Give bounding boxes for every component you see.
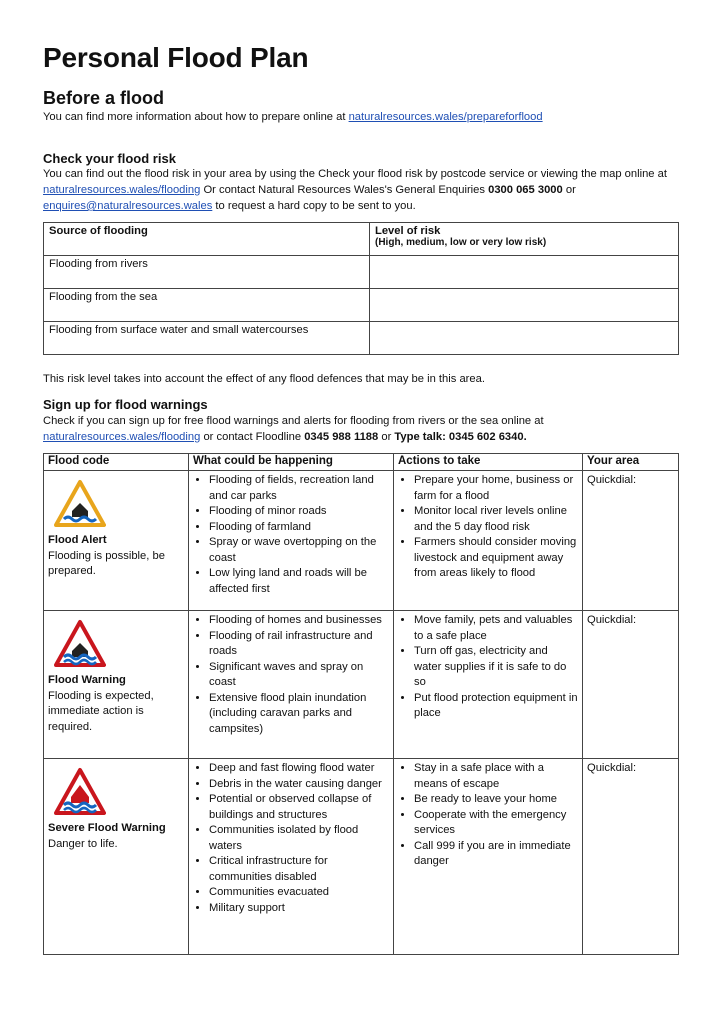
risk-level-cell[interactable] [370,256,679,289]
list-item: • Communities isolated by flood waters [209,823,389,854]
risk-col-level: Level of risk (High, medium, low or very low risk) [370,223,679,256]
flood-code-cell [44,759,189,955]
before-heading: Before a flood [43,88,165,108]
actions-cell [394,471,583,611]
table-row [44,611,679,759]
code-title: Flood Warning [48,674,126,686]
code-description: Flooding is possible, be prepared. [48,549,165,577]
warnings-table [43,453,679,955]
risk-source-cell: Flooding from rivers [44,256,370,289]
list-item: • Flooding of minor roads [209,504,389,520]
check-heading: Check your flood risk [43,151,176,166]
list-item: • Low lying land and roads will be affected first [209,566,389,597]
code-description: Flooding is expected, immediate action is required. [48,689,154,733]
list-item: • Critical infrastructure for communities disabled [209,854,389,885]
list-item: • Debris in the water causing danger [209,777,389,793]
risk-source-cell: Flooding from the sea [44,289,370,322]
page-title: Personal Flood Plan [43,42,309,73]
risk-table [43,222,679,355]
flood-warning-icon [54,619,106,669]
table-row [44,256,679,289]
your-area-cell[interactable]: Quickdial: [583,611,679,759]
severe-flood-warning-icon [54,767,106,817]
list-item: • Call 999 if you are in immediate danger [414,839,578,870]
list-item: • Extensive flood plain inundation (including caravan parks and campsites) [209,691,389,738]
code-title: Severe Flood Warning [48,822,166,834]
list-item: • Put flood protection equipment in place [414,691,578,722]
table-row [44,322,679,355]
list-item: • Flooding of fields, recreation land and car parks [209,473,389,504]
list-item: • Flooding of farmland [209,520,389,536]
list-item: • Flooding of rail infrastructure and roads [209,629,389,660]
table-row [44,759,679,955]
risk-level-cell[interactable] [370,289,679,322]
list-item: • Turn off gas, electricity and water supplies if it is safe to do so [414,644,578,691]
happening-cell [189,471,394,611]
check-paragraph: You can find out the flood risk in your area by using the Check your flood risk by postcode service or viewing the map online at naturalresources.wales/flooding Or contact Natural Resources Wales's General Enquiries 0300 065 3000 or enquires@naturalresources.wales to request a hard copy to be sent to you. [43,168,667,212]
list-item: • Monitor local river levels online and the 5 day flood risk [414,504,578,535]
list-item: • Cooperate with the emergency services [414,808,578,839]
flood-code-cell [44,471,189,611]
risk-level-cell[interactable] [370,322,679,355]
happening-cell [189,611,394,759]
list-item: • Flooding of homes and businesses [209,613,389,629]
prepare-link[interactable]: naturalresources.wales/prepareforflood [348,111,543,123]
signup-heading: Sign up for flood warnings [43,397,208,412]
list-item: • Move family, pets and valuables to a safe place [414,613,578,644]
table-row [44,289,679,322]
signup-link[interactable]: naturalresources.wales/flooding [43,431,201,443]
risk-note: This risk level takes into account the effect of any flood defences that may be in this area. [43,373,485,385]
your-area-cell[interactable]: Quickdial: [583,471,679,611]
flood-code-cell [44,611,189,759]
happening-cell [189,759,394,955]
list-item: • Communities evacuated [209,885,389,901]
col-your-area: Your area [583,454,679,471]
code-title: Flood Alert [48,534,107,546]
risk-source-cell: Flooding from surface water and small watercourses [44,322,370,355]
actions-cell [394,759,583,955]
list-item: • Military support [209,901,389,917]
actions-cell [394,611,583,759]
list-item: • Potential or observed collapse of buildings and structures [209,792,389,823]
flooding-link[interactable]: naturalresources.wales/flooding [43,184,201,196]
signup-paragraph: Check if you can sign up for free flood warnings and alerts for flooding from rivers or the sea online at naturalresources.wales/flooding or contact Floodline 0345 988 1188 or Type talk: 0345 602 6340. [43,415,544,443]
list-item: • Deep and fast flowing flood water [209,761,389,777]
before-intro: You can find more information about how to prepare online at naturalresources.wales/prepareforflood [43,111,543,123]
list-item: • Spray or wave overtopping on the coast [209,535,389,566]
risk-col-source: Source of flooding [44,223,370,256]
col-actions: Actions to take [394,454,583,471]
list-item: • Be ready to leave your home [414,792,578,808]
col-happening: What could be happening [189,454,394,471]
list-item: • Prepare your home, business or farm for a flood [414,473,578,504]
email-link[interactable]: enquires@naturalresources.wales [43,200,213,212]
your-area-cell[interactable]: Quickdial: [583,759,679,955]
list-item: • Farmers should consider moving livestock and equipment away from areas likely to flood [414,535,578,582]
list-item: • Stay in a safe place with a means of escape [414,761,578,792]
table-row [44,471,679,611]
flood-alert-icon [54,479,106,529]
list-item: • Significant waves and spray on coast [209,660,389,691]
col-flood-code: Flood code [44,454,189,471]
code-description: Danger to life. [48,837,118,850]
